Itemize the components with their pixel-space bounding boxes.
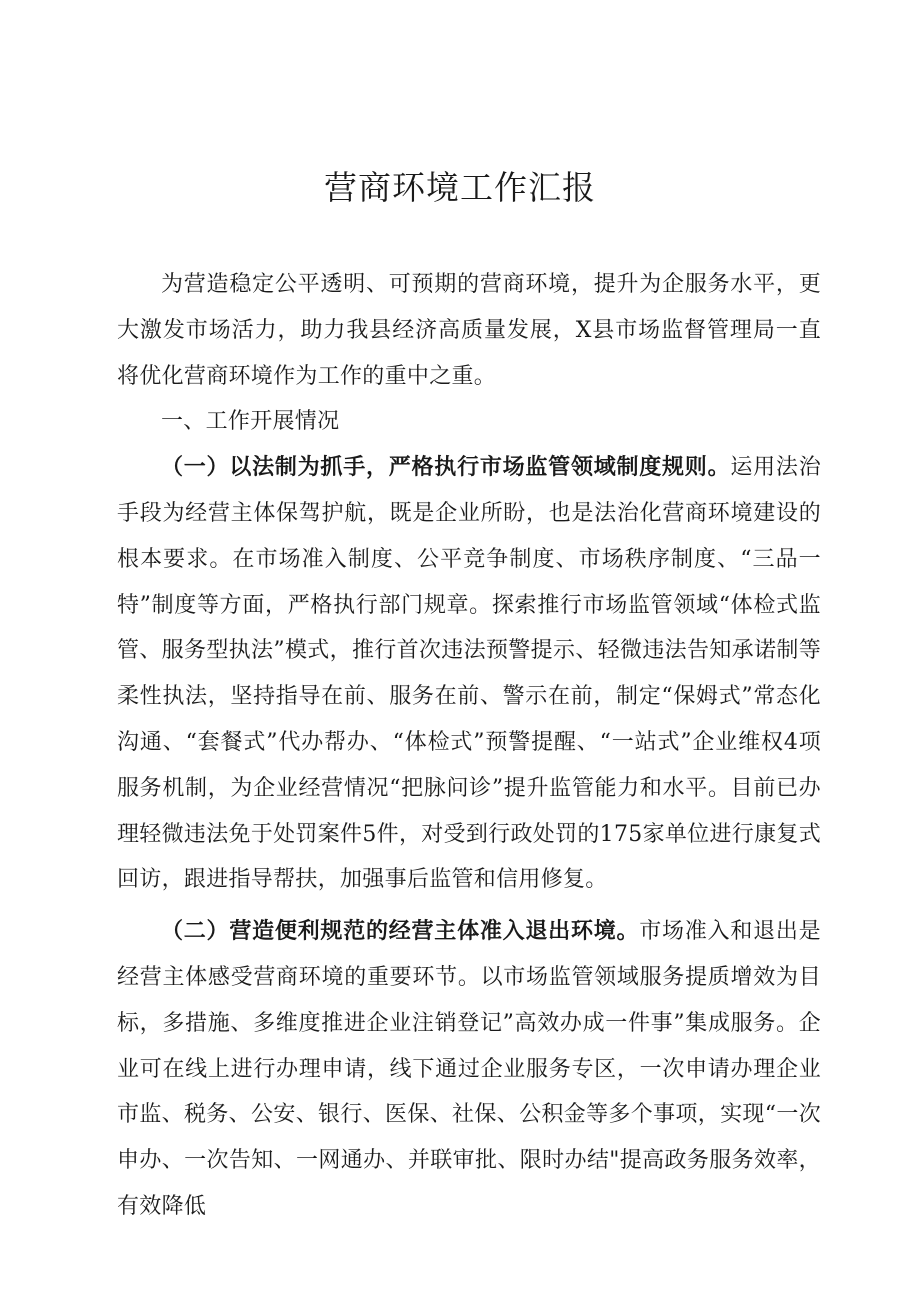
subsection-2-paragraph [117, 909, 821, 1230]
subsection-1-paragraph [117, 445, 821, 903]
subsection-2-body: 市场准入和退出是经营主体感受营商环境的重要环节。以市场监管领域服务提质增效为目标，多措施、多维度推进企业注销登记”高效办成一件事”集成服务。企业可在线上进行办理申请，线下通过企业服务专区，一次申请办理企业市监、税务、公安、银行、医保、社保、公积金等多个事项，实现“一次申办、一次告知、一网通办、并联审批、限时办结"提高政务服务效率，有效降低 [117, 919, 821, 1219]
intro-paragraph: 为营造稳定公平透明、可预期的营商环境，提升为企服务水平，更大激发市场活力，助力我县经济高质量发展，X县市场监督管理局一直将优化营商环境作为工作的重中之重。 [117, 272, 821, 389]
section-heading-work-progress: 一、工作开展情况 [161, 409, 340, 435]
document-title: 营商环境工作汇报 [324, 168, 596, 207]
document-body [117, 262, 821, 1230]
subsection-2-lead: （二）营造便利规范的经营主体准入退出环境。 [161, 918, 640, 945]
subsection-1-body: 运用法治手段为经营主体保驾护航，既是企业所盼，也是法治化营商环境建设的根本要求。在市场准入制度、公平竞争制度、市场秩序制度、“三品一特”制度等方面，严格执行部门规章。探索推行市场监管领域“体检式监管、服务型执法”模式，推行首次违法预警提示、轻微违法告知承诺制等柔性执法，坚持指导在前、服务在前、警示在前，制定“保姆式”常态化沟通、“套餐式”代办帮办、“体检式”预警提醒、“一站式”企业维权4项服务机制，为企业经营情况“把脉问诊”提升监管能力和水平。目前已办理轻微违法免于处罚案件5件，对受到行政处罚的175家单位进行康复式回访，跟进指导帮扶，加强事后监管和信用修复。 [117, 455, 821, 893]
subsection-1-lead: （一）以法制为抓手，严格执行市场监管领域制度规则。 [161, 454, 731, 481]
